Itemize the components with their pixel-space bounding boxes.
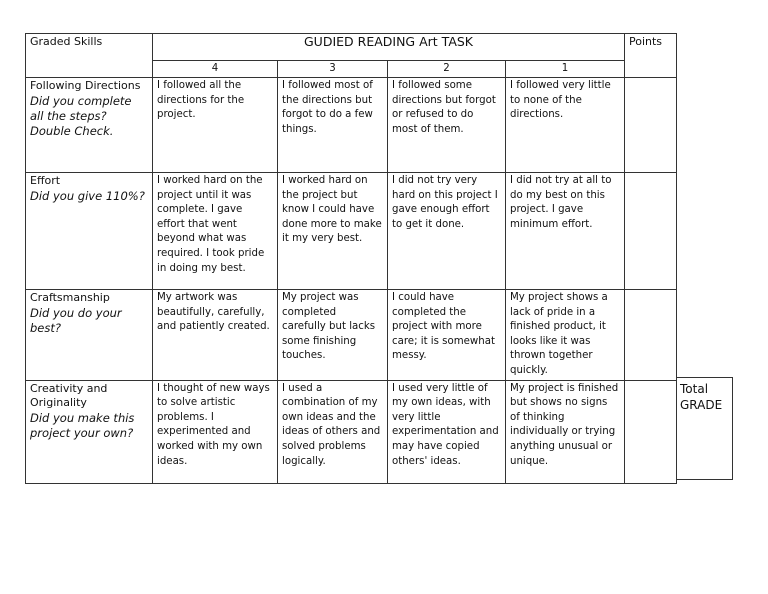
score-header-1: 1 (506, 61, 625, 78)
rubric-title: GUDIED READING Art TASK (153, 34, 625, 61)
points-cell[interactable] (625, 173, 677, 290)
skill-cell (26, 78, 153, 173)
skill-cell (26, 290, 153, 381)
criteria-cell: My project was completed carefully but lacks some finishing touches. (278, 290, 388, 381)
criteria-cell: I followed all the directions for the project. (153, 78, 278, 173)
rubric-row-craftsmanship (26, 290, 677, 381)
skill-question: Did you give 110%? (30, 188, 145, 203)
points-cell[interactable] (625, 290, 677, 381)
skill-cell (26, 380, 153, 483)
criteria-cell: I used very little of my own ideas, with very little experimentation and may have copied others' ideas. (388, 380, 506, 483)
rubric-row-following-directions (26, 78, 677, 173)
score-header-3: 3 (278, 61, 388, 78)
criteria-cell: I worked hard on the project until it was complete. I gave effort that went beyond what was required. I took pride in doing my best. (153, 173, 278, 290)
score-header-4: 4 (153, 61, 278, 78)
criteria-cell: I followed very little to none of the directions. (506, 78, 625, 173)
skill-name: Creativity and Originality (30, 381, 108, 410)
criteria-cell: I thought of new ways to solve artistic problems. I experimented and worked with my own ideas. (153, 380, 278, 483)
skill-name: Effort (30, 174, 61, 187)
criteria-cell: My project shows a lack of pride in a finished product, it looks like it was thrown together quickly. (506, 290, 625, 381)
rubric-row-creativity (26, 380, 677, 483)
criteria-cell: I used a combination of my own ideas and the ideas of others and solved problems logically. (278, 380, 388, 483)
rubric-row-effort (26, 173, 677, 290)
criteria-cell: I could have completed the project with more care; it is somewhat messy. (388, 290, 506, 381)
skill-question: Did you make this project your own? (30, 410, 135, 440)
criteria-cell: My artwork was beautifully, carefully, and patiently created. (153, 290, 278, 381)
criteria-cell: I followed some directions but forgot or refused to do most of them. (388, 78, 506, 173)
criteria-cell: I followed most of the directions but forgot to do a few things. (278, 78, 388, 173)
score-header-2: 2 (388, 61, 506, 78)
points-cell[interactable] (625, 380, 677, 483)
graded-skills-header: Graded Skills (26, 34, 153, 78)
criteria-cell: I did not try very hard on this project I gave enough effort to get it done. (388, 173, 506, 290)
skill-question: Did you do your best? (30, 305, 122, 335)
rubric-table (25, 33, 677, 484)
criteria-cell: I did not try at all to do my best on this project. I gave minimum effort. (506, 173, 625, 290)
total-grade-cell[interactable]: Total GRADE (676, 377, 733, 480)
skill-question: Did you complete all the steps? Double Check. (30, 93, 132, 138)
criteria-cell: I worked hard on the project but know I could have done more to make it my very best. (278, 173, 388, 290)
skill-name: Craftsmanship (30, 291, 110, 304)
criteria-cell: My project is finished but shows no signs of thinking individually or trying anything unusual or unique. (506, 380, 625, 483)
points-cell[interactable] (625, 78, 677, 173)
skill-cell (26, 173, 153, 290)
skill-name: Following Directions (30, 79, 141, 92)
points-header: Points (625, 34, 677, 78)
